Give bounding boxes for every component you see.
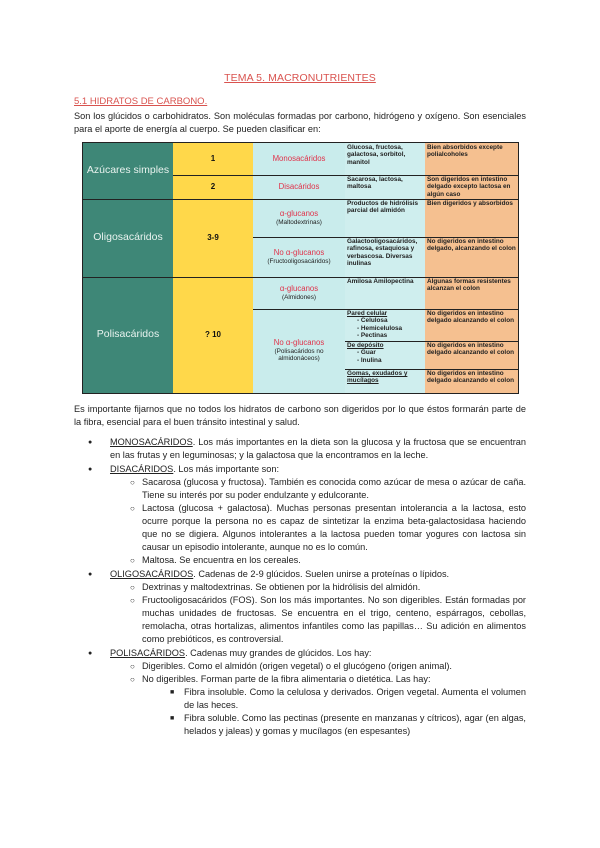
type-label: Disacáridos (278, 182, 320, 192)
sub-list-item: ○ Dextrinas y maltodextrinas. Se obtienen por la hidrólisis del almidón. (110, 581, 526, 594)
type-cell (253, 309, 345, 393)
table-divider (173, 175, 518, 176)
list-item (80, 436, 526, 462)
section-heading: 5.1 HIDRATOS DE CARBONO. (74, 96, 208, 107)
type-sub: (Fructooligosacáridos) (267, 257, 331, 265)
property-cell: Algunas formas resistentes alcanzan el colon (425, 277, 518, 309)
item-heading: MONOSACÁRIDOS (110, 437, 193, 447)
example-cell: Amilosa Amilopectina (345, 277, 425, 309)
example-head: Pared celular (347, 310, 388, 317)
list-item (80, 647, 526, 738)
dp-cell: 2 (173, 175, 253, 199)
dp-cell: 1 (173, 143, 253, 175)
type-cell (253, 175, 345, 199)
example-cell (345, 309, 425, 341)
sub-list-item: ○ Maltosa. Se encuentra en los cereales. (110, 554, 526, 567)
table-divider (345, 341, 518, 342)
table-divider (253, 309, 518, 310)
example-item: - Pectinas (357, 332, 388, 340)
carbohydrate-classification-table (82, 142, 519, 394)
type-label: No α-glucanos (273, 338, 325, 348)
type-label: α-glucanos (279, 209, 319, 219)
example-item: - Celulosa (357, 317, 388, 325)
list-item (80, 568, 526, 646)
item-heading: POLISACÁRIDOS (110, 648, 186, 658)
carbohydrate-list (80, 436, 526, 739)
property-cell: Son digeridos en intestino delgado excepto lactosa en algún caso (425, 175, 518, 199)
example-head: Gomas, exudados y mucílagos (347, 370, 408, 385)
sub-list-item: ○ Digeribles. Como el almidón (origen vegetal) o el glucógeno (origen animal). (110, 660, 526, 673)
item-heading: OLIGOSACÁRIDOS (110, 569, 194, 579)
dp-cell: ? 10 (173, 277, 253, 393)
type-cell (253, 237, 345, 277)
sub-list-item: ○ Fructooligosacáridos (FOS). Son los más importantes. No son digeribles. Están formadas por muchas unidades de fructosas. Se encuentra en el trigo, centeno, espárragos, cebollas, remolacha, otras hortalizas, alimentos infantiles como las papillas… Su adición en alimentos como prebióticos, es controversial. (110, 594, 526, 646)
example-cell: Galactooligosacáridos, rafinosa, estaquiosa y verbascosa. Diversas inulinas (345, 237, 425, 277)
example-cell: Productos de hidrólisis parcial del almidón (345, 199, 425, 237)
fibre-item: ■ Fibra soluble. Como las pectinas (presente en manzanas y cítricos), agar (en algas, helados y jaleas) y gomas y mucílagos (en espesantes) (142, 712, 526, 738)
item-text: . Los más importante son: (173, 464, 280, 474)
property-cell: Bien absorbidos excepte polialcoholes (425, 143, 518, 175)
page-title: TEMA 5. MACRONUTRIENTES (224, 72, 376, 84)
example-cell (345, 341, 425, 369)
fibre-item: ■ Fibra insoluble. Como la celulosa y derivados. Origen vegetal. Aumenta el volumen de las heces. (142, 686, 526, 712)
example-item: - Inulina (357, 356, 382, 364)
sub-item-text: No digeribles. Forman parte de la fibra alimentaria o dietética. Las hay: (142, 674, 431, 684)
item-text: . Cadenas de 2-9 glúcidos. Suelen unirse a proteínas o lípidos. (193, 569, 450, 579)
sub-list-item (110, 673, 526, 738)
type-cell (253, 277, 345, 309)
property-cell: Bien digeridos y absorbidos (425, 199, 518, 237)
type-label: No α-glucanos (273, 248, 325, 258)
table-divider (83, 199, 518, 200)
group-cell: Azúcares simples (83, 143, 173, 199)
item-heading: DISACÁRIDOS (110, 464, 174, 474)
example-cell: Glucosa, fructosa, galactosa, sorbitol, manitol (345, 143, 425, 175)
type-cell (253, 143, 345, 175)
group-cell: Polisacáridos (83, 277, 173, 393)
example-cell (345, 369, 425, 393)
type-label: Monosacáridos (272, 154, 326, 164)
list-item (80, 463, 526, 567)
type-label: α-glucanos (279, 284, 319, 294)
example-head: De depósito (347, 342, 384, 349)
table-divider (83, 277, 518, 278)
property-cell: No digeridos en intestino delgado alcanzando el colon (425, 369, 518, 393)
property-cell: No digeridos en intestino delgado alcanzando el colon (425, 341, 518, 369)
type-cell (253, 199, 345, 237)
item-text: . Los más importantes en la dieta son la glucosa y la fructosa que se encuentran en las frutas y en leguminosas; y la galactosa que la encontramos en la leche. (110, 437, 526, 460)
intro-paragraph: Son los glúcidos o carbohidratos. Son moléculas formadas por carbono, hidrógeno y oxígeno. Son esenciales para el aporte de energía al cuerpo. Se pueden clasificar en: (74, 111, 526, 134)
example-item: - Guar (357, 349, 376, 357)
type-sub: (Almidones) (281, 293, 317, 301)
table-divider (253, 237, 518, 238)
group-cell: Oligosacáridos (83, 199, 173, 277)
sub-list-item: ○ Sacarosa (glucosa y fructosa). También es conocida como azúcar de mesa o azúcar de caña. Tiene su interés por su poder endulzante y edulcorante. (110, 476, 526, 502)
table-divider (345, 369, 518, 370)
item-text: . Cadenas muy grandes de glúcidos. Los hay: (185, 648, 372, 658)
example-cell: Sacarosa, lactosa, maltosa (345, 175, 425, 199)
dp-cell: 3-9 (173, 199, 253, 277)
type-sub: (Maltodextrinas) (276, 218, 322, 226)
type-sub: (Polisacáridos no almidonáceos) (274, 347, 324, 363)
property-cell: No digeridos en intestino delgado alcanzando el colon (425, 309, 518, 341)
sub-list-item: ○ Lactosa (glucosa + galactosa). Muchas personas presentan intolerancia a la lactosa, esto ocurre porque la persona no es capaz de sintetizar la enzima beta-galactosidasa haciendo que no se digiera. Algunos intolerantes a la lactosa pueden tomar yogures con lactosa sin causar un episodio intolerante, aunque no es lo común. (110, 502, 526, 554)
example-item: - Hemicelulosa (357, 324, 403, 332)
property-cell: No digeridos en intestino delgado, alcanzando el colon (425, 237, 518, 277)
fiber-note-paragraph: Es importante fijarnos que no todos los hidratos de carbono son digeridos por lo que éstos formarán parte de la fibra, esencial para el buen tránsito intestinal y salud. (74, 404, 526, 427)
